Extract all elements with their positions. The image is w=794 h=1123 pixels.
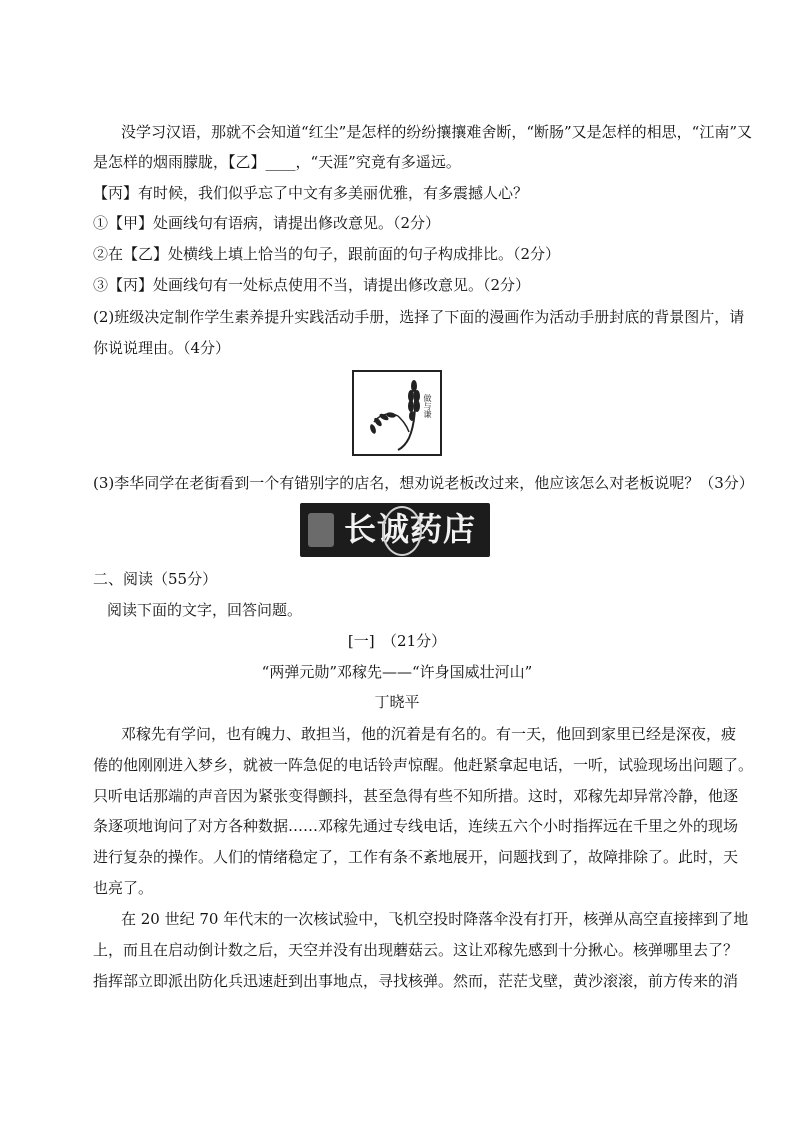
passage-number: [一] （21分）: [347, 632, 447, 650]
shop-sign-image: [300, 503, 490, 557]
comic-caption: 做与谦: [423, 394, 432, 418]
article-line-3: 只听电话那端的声音因为紧张变得颤抖，甚至急得有些不知所措。这时，邓稼先却异常冷静，他逐: [93, 787, 739, 805]
question-3: ③【丙】处画线句有一处标点使用不当，请提出修改意见。（2分）: [93, 276, 531, 294]
paragraph-line-2: 是怎样的烟雨朦胧，【乙】____，“天涯”究竟有多遥远。: [93, 153, 461, 171]
shop-logo-icon: [308, 513, 334, 547]
reading-instruction: 阅读下面的文字，回答问题。: [107, 601, 303, 619]
article-line-8: 上，而且在启动倒计数之后，天空并没有出现蘑菇云。这让邓稼先感到十分揪心。核弹哪里去了？: [93, 941, 739, 959]
article-title: “两弹元勋”邓稼先——“许身国威壮河山”: [261, 663, 533, 681]
article-line-4: 条逐项地询问了对方各种数据……邓稼先通过专线电话，连续五六个小时指挥远在千里之外的现场: [93, 817, 739, 835]
shop-sign-text: 长诚药店: [344, 510, 477, 548]
article-line-9: 指挥部立即派出防化兵迅速赶到出事地点，寻找核弹。然而，茫茫戈壁，黄沙滚滚，前方传来的消: [93, 972, 739, 990]
article-line-2: 倦的他刚刚进入梦乡，就被一阵急促的电话铃声惊醒。他赶紧拿起电话，一听，试验现场出问题了。: [93, 756, 754, 774]
question-2: ②在【乙】处横线上填上恰当的句子，跟前面的句子构成排比。（2分）: [93, 245, 561, 263]
paragraph-line-1: 没学习汉语，那就不会知道“红尘”是怎样的纷纷攘攘难舍断，“断肠”又是怎样的相思，“江南”又: [121, 123, 753, 141]
paragraph-line-3: 【丙】有时候，我们似乎忘了中文有多美丽优雅，有多震撼人心？: [93, 184, 529, 202]
article-line-7: 在 20 世纪 70 年代末的一次核试验中，飞机空投时降落伞没有打开，核弹从高空直接摔到了地: [121, 910, 749, 928]
section-heading: 二、阅读（55分）: [93, 570, 218, 588]
comic-image: [352, 370, 442, 456]
question-1: ①【甲】处画线句有语病，请提出修改意见。（2分）: [93, 214, 441, 232]
question-2-line-2: 你说说理由。（4分）: [93, 339, 231, 357]
question-2-line-1: (2)班级决定制作学生素养提升实践活动手册，选择了下面的漫画作为活动手册封底的背景图片，请: [93, 308, 745, 326]
circled-character-mark: [382, 506, 422, 556]
article-line-5: 进行复杂的操作。人们的情绪稳定了，工作有条不紊地展开，问题找到了，故障排除了。此时，天: [93, 848, 739, 866]
article-author: 丁晓平: [374, 693, 420, 711]
question-3-text: (3)李华同学在老街看到一个有错别字的店名，想劝说老板改过来，他应该怎么对老板说呢？（3分）: [93, 474, 754, 492]
article-line-6: 也亮了。: [93, 879, 154, 897]
article-line-1: 邓稼先有学问，也有魄力、敢担当，他的沉着是有名的。有一天，他回到家里已经是深夜，疲: [121, 725, 737, 743]
